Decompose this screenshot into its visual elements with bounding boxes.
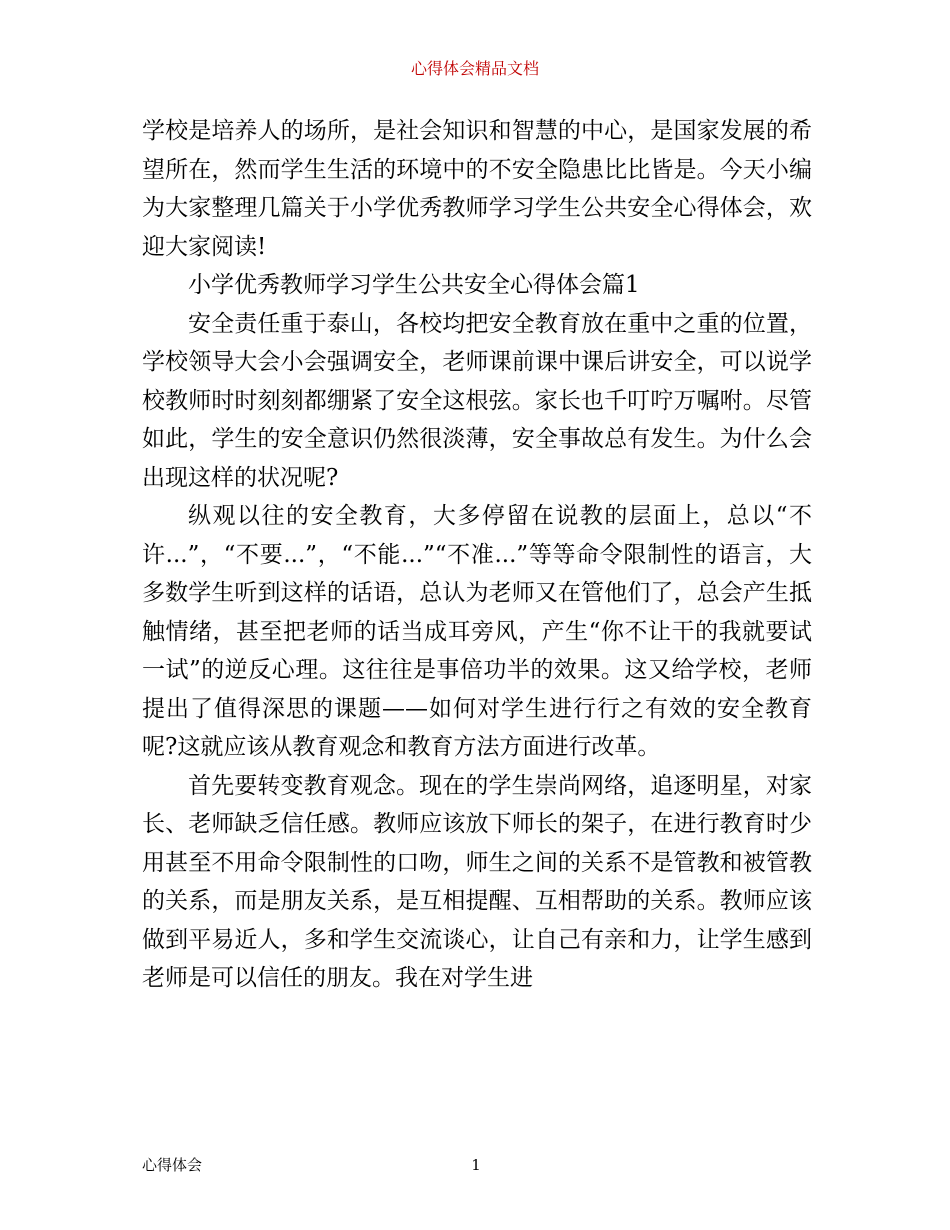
body-paragraph: 纵观以往的安全教育，大多停留在说教的层面上，总以“不许...”，“不要...”，“不能...”“不准...”等等命令限制性的语言，大多数学生听到这样的话语，总认为老师又在管他们了，总会产生抵触情绪，甚至把老师的话当成耳旁风，产生“你不让干的我就要试一试”的逆反心理。这往往是事倍功半的效果。这又给学校，老师提出了值得深思的课题——如何对学生进行行之有效的安全教育呢?这就应该从教育观念和教育方法方面进行改革。 xyxy=(142,503,812,760)
page-number: 1 xyxy=(471,1156,481,1174)
body-paragraph: 安全责任重于泰山，各校均把安全教育放在重中之重的位置，学校领导大会小会强调安全，老师课前课中课后讲安全，可以说学校教师时时刻刻都绷紧了安全这根弦。家长也千叮咛万嘱咐。尽管如此，学生的安全意识仍然很淡薄，安全事故总有发生。为什么会出现这样的状况呢? xyxy=(142,310,812,491)
footer-label: 心得体会 xyxy=(142,1156,203,1174)
section-heading: 小学优秀教师学习学生公共安全心得体会篇1 xyxy=(188,272,640,298)
body-paragraph: 首先要转变教育观念。现在的学生崇尚网络，追逐明星，对家长、老师缺乏信任感。教师应该放下师长的架子，在进行教育时少用甚至不用命令限制性的口吻，师生之间的关系不是管教和被管教的关系，而是朋友关系，是互相提醒、互相帮助的关系。教师应该做到平易近人，多和学生交流谈心，让自己有亲和力，让学生感到老师是可以信任的朋友。我在对学生进 xyxy=(142,772,812,991)
intro-paragraph: 学校是培养人的场所，是社会知识和智慧的中心，是国家发展的希望所在，然而学生生活的环境中的不安全隐患比比皆是。今天小编为大家整理几篇关于小学优秀教师学习学生公共安全心得体会，欢迎大家阅读! xyxy=(142,118,812,260)
document-body xyxy=(142,112,812,998)
page-header-title: 心得体会精品文档 xyxy=(410,59,539,78)
